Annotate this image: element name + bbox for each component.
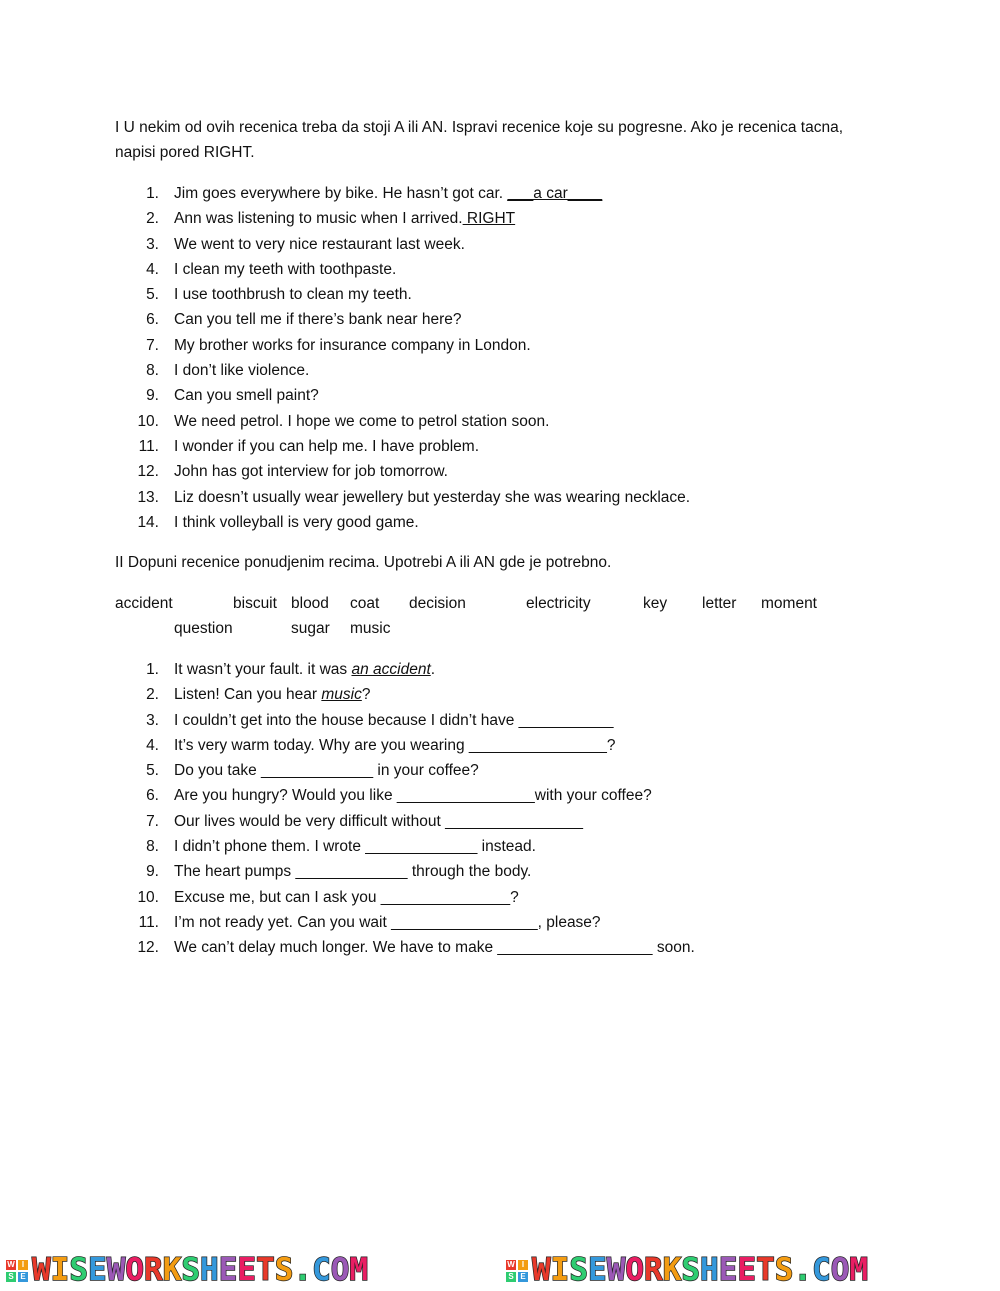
exercise2-item <box>115 708 875 733</box>
item-number: 4. <box>146 736 159 754</box>
item-sentence: It wasn’t your fault. it was <box>174 661 352 678</box>
item-number: 10. <box>137 888 159 906</box>
exercise1-item <box>115 434 875 459</box>
item-sentence: Do you take _____________ in your coffee? <box>174 762 479 780</box>
item-number: 10. <box>137 412 159 430</box>
item-sentence: The heart pumps _____________ through the body. <box>174 863 532 881</box>
item-number: 4. <box>146 260 159 278</box>
logo-letter: I <box>18 1260 28 1270</box>
exercise2-item <box>115 682 875 707</box>
logo-letter: W <box>7 1260 15 1269</box>
item-number: 1. <box>146 661 159 678</box>
answer-field[interactable]: ___a car____ <box>507 185 603 202</box>
logo-letter: S <box>6 1272 16 1282</box>
item-sentence: Are you hungry? Would you like ________________with your coffee? <box>174 787 652 805</box>
section2-instructions: II Dopuni recenice ponudjenim recima. Upotrebi A ili AN gde je potrebno. <box>115 554 612 571</box>
exercise1-item <box>115 257 875 282</box>
item-sentence-end: ? <box>361 686 371 704</box>
item-sentence: John has got interview for job tomorrow. <box>174 463 448 481</box>
footer-watermark <box>0 1252 1000 1288</box>
word-bank-item: moment <box>761 595 817 612</box>
exercise2-item <box>115 657 875 682</box>
exercise1-item <box>115 409 875 434</box>
word-bank-item: biscuit <box>233 595 277 612</box>
item-number: 12. <box>137 463 159 481</box>
item-sentence: Excuse me, but can I ask you _______________? <box>174 888 519 906</box>
item-sentence: Can you smell paint? <box>174 387 319 405</box>
logo-letter: W <box>507 1260 515 1269</box>
exercise2-item <box>115 809 875 834</box>
item-sentence: I don’t like violence. <box>174 362 310 380</box>
word-bank-item: coat <box>350 595 380 612</box>
example-answer: an accident <box>351 661 431 678</box>
item-sentence: I wonder if you can help me. I have problem. <box>174 437 479 455</box>
word-bank-item: electricity <box>526 595 591 612</box>
item-number: 14. <box>137 513 159 531</box>
exercise1-item <box>115 459 875 484</box>
brand-text: WISEWORKSHEETS.COM <box>532 1252 869 1288</box>
exercise2-item <box>115 733 875 758</box>
item-sentence: We can’t delay much longer. We have to make __________________ soon. <box>174 939 695 957</box>
item-sentence: We need petrol. I hope we come to petrol station soon. <box>174 412 550 430</box>
exercise1-item <box>115 307 875 332</box>
item-number: 8. <box>146 838 159 856</box>
item-sentence-end: . <box>430 661 436 678</box>
word-bank-item: question <box>174 620 233 637</box>
exercise1-item <box>115 333 875 358</box>
item-sentence: It’s very warm today. Why are you wearing ________________? <box>174 736 616 754</box>
exercise1-item <box>115 282 875 307</box>
section2-list <box>115 657 875 961</box>
item-number: 11. <box>138 437 159 455</box>
exercise1-item <box>115 206 875 231</box>
item-sentence: I use toothbrush to clean my teeth. <box>174 286 412 304</box>
logo-letter: S <box>506 1272 516 1282</box>
item-number: 5. <box>146 762 159 780</box>
exercise1-item <box>115 232 875 257</box>
word-bank-item: music <box>350 620 391 637</box>
item-sentence: Liz doesn’t usually wear jewellery but yesterday she was wearing necklace. <box>174 488 691 506</box>
exercise1-item <box>115 510 875 535</box>
section1-list <box>115 181 875 535</box>
logo-icon <box>6 1260 28 1282</box>
exercise1-item <box>115 485 875 510</box>
exercise2-item <box>115 885 875 910</box>
exercise2-item <box>115 910 875 935</box>
exercise2-item <box>115 783 875 808</box>
word-bank-item: key <box>643 595 668 612</box>
item-sentence: My brother works for insurance company in London. <box>174 336 531 354</box>
item-sentence: Ann was listening to music when I arrived. <box>174 210 463 228</box>
item-number: 2. <box>146 210 159 228</box>
exercise2-item <box>115 758 875 783</box>
item-number: 13. <box>137 488 159 506</box>
exercise2-item <box>115 834 875 859</box>
logo-letter: E <box>18 1272 28 1282</box>
item-sentence: I didn’t phone them. I wrote _____________ instead. <box>174 838 536 856</box>
item-number: 3. <box>146 711 159 729</box>
section1-instructions: I U nekim od ovih recenica treba da stoji A ili AN. Ispravi recenice koje su pogresne. Ako je recenica tacna, napisi pored RIGHT. <box>115 119 844 161</box>
item-number: 7. <box>146 336 159 354</box>
word-bank-item: accident <box>115 595 173 612</box>
item-number: 3. <box>146 235 159 253</box>
item-sentence: I’m not ready yet. Can you wait _________________, please? <box>174 913 601 931</box>
item-sentence: Jim goes everywhere by bike. He hasn’t got car. <box>174 185 508 202</box>
item-number: 9. <box>146 387 159 405</box>
item-sentence: I think volleyball is very good game. <box>174 513 419 531</box>
word-bank-item: sugar <box>291 620 330 637</box>
item-number: 5. <box>146 286 159 304</box>
logo-letter: E <box>518 1272 528 1282</box>
brand-text: WISEWORKSHEETS.COM <box>32 1252 369 1288</box>
item-number: 11. <box>138 913 159 931</box>
item-number: 12. <box>137 939 159 957</box>
item-number: 7. <box>146 812 159 830</box>
exercise1-item <box>115 358 875 383</box>
word-bank-item: letter <box>702 595 737 612</box>
item-sentence: Listen! Can you hear <box>174 686 322 704</box>
logo-letter: I <box>518 1260 528 1270</box>
item-sentence: I couldn’t get into the house because I didn’t have ___________ <box>174 711 614 729</box>
item-sentence: Can you tell me if there’s bank near here? <box>174 311 462 329</box>
item-number: 9. <box>146 863 159 881</box>
answer-field[interactable]: RIGHT <box>462 210 516 228</box>
logo-icon <box>506 1260 528 1282</box>
word-bank-item: blood <box>291 595 329 612</box>
item-number: 6. <box>146 787 159 805</box>
item-number: 6. <box>146 311 159 329</box>
item-number: 8. <box>146 362 159 380</box>
exercise1-item <box>115 383 875 408</box>
exercise2-item <box>115 859 875 884</box>
item-number: 1. <box>146 185 159 202</box>
item-sentence: We went to very nice restaurant last week. <box>174 235 465 253</box>
item-number: 2. <box>146 686 159 704</box>
exercise2-item <box>115 935 875 960</box>
word-bank-item: decision <box>409 595 466 612</box>
exercise1-item <box>115 181 875 206</box>
item-sentence: Our lives would be very difficult without ________________ <box>174 812 584 830</box>
example-answer: music <box>321 686 362 704</box>
item-sentence: I clean my teeth with toothpaste. <box>174 260 397 278</box>
